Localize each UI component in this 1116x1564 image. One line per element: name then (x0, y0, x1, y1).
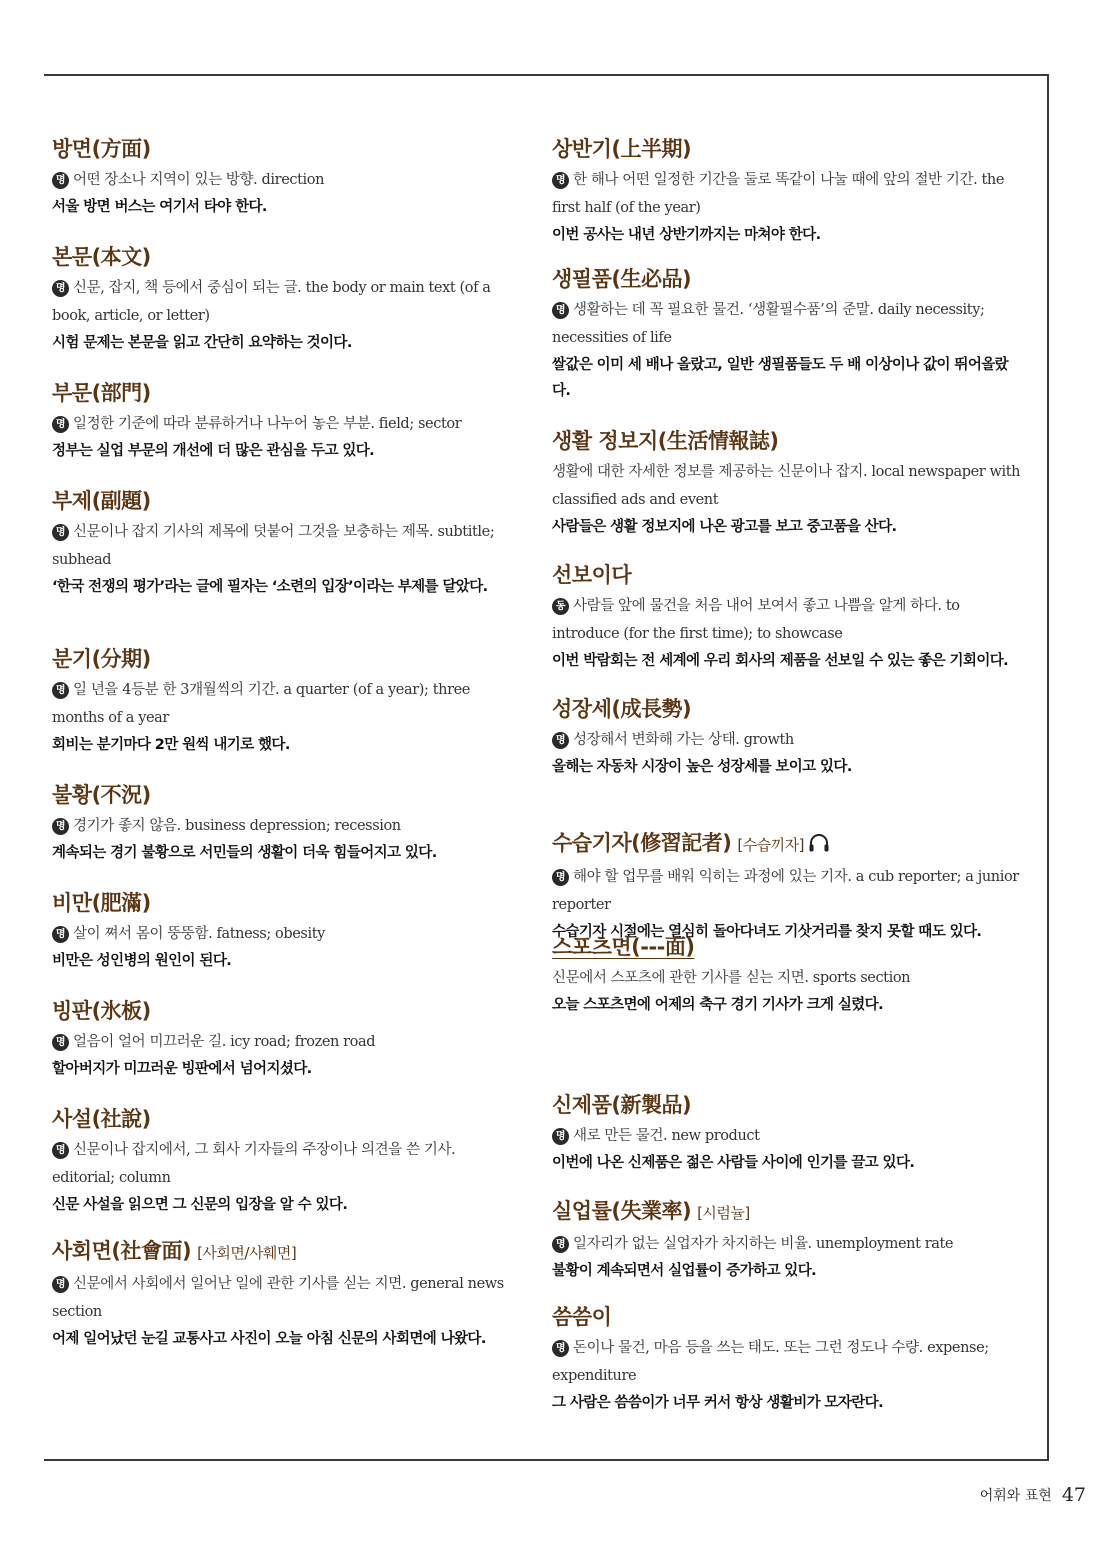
example-sentence: 올해는 자동차 시장이 높은 성장세를 보이고 있다. (552, 759, 852, 775)
part-of-speech-badge: 명 (552, 302, 569, 319)
headword (552, 828, 1022, 861)
example-sentence: 그 사람은 씀씀이가 너무 커서 항상 생활비가 모자란다. (552, 1395, 883, 1411)
definition-text: 얼음이 얼어 미끄러운 길. icy road; frozen road (73, 1034, 376, 1050)
example-sentence: 비만은 성인병의 원인이 된다. (52, 953, 232, 969)
example-sentence: 회비는 분기마다 2만 원씩 내기로 했다. (52, 737, 290, 753)
headword-text: 씀씀이 (552, 1305, 612, 1329)
headword-text: 사회면(社會面) (52, 1239, 192, 1263)
definition (52, 274, 522, 330)
dictionary-entry (52, 888, 522, 974)
dictionary-entry (52, 242, 522, 356)
dictionary-entry (52, 378, 522, 464)
definition-text: 생활하는 데 꼭 필요한 물건. ‘생활필수품’의 준말. daily necessity; necessities of life (552, 302, 985, 346)
footer-section: 어휘와 표현 (979, 1488, 1052, 1504)
definition-text: 어떤 장소나 지역이 있는 방향. direction (73, 172, 325, 188)
dictionary-entry (52, 1236, 522, 1352)
headword-text: 비만(肥滿) (52, 891, 151, 915)
headword-text: 본문(本文) (52, 245, 151, 269)
example-sentence: 어제 일어났던 눈길 교통사고 사진이 오늘 아침 신문의 사회면에 나왔다. (52, 1331, 486, 1347)
part-of-speech-badge: 명 (552, 172, 569, 189)
headword-text: 빙판(氷板) (52, 999, 151, 1023)
dictionary-entry (52, 1104, 522, 1218)
example-sentence: 수습기자 시절에는 열심히 돌아다녀도 기삿거리를 찾지 못할 때도 있다. (552, 924, 982, 940)
part-of-speech-badge: 동 (552, 598, 569, 615)
headword (552, 426, 1022, 456)
dictionary-entry (52, 644, 522, 758)
definition-text: 살이 쪄서 몸이 뚱뚱함. fatness; obesity (73, 926, 325, 942)
definition (552, 166, 1022, 222)
headword (52, 1236, 522, 1268)
headword (52, 134, 522, 164)
definition-text: 경기가 좋지 않음. business depression; recession (73, 818, 401, 834)
dictionary-entry (52, 486, 522, 600)
definition-text: 생활에 대한 자세한 정보를 제공하는 신문이나 잡지. local newspaper with classified ads and event (552, 464, 1021, 508)
headword-text: 생필품(生必品) (552, 267, 692, 291)
headword-text: 스포츠면(---面) (552, 935, 695, 959)
definition-text: 사람들 앞에 물건을 처음 내어 보여서 좋고 나쁨을 알게 하다. to introduce (for the first time); to showcase (552, 598, 960, 642)
definition-text: 신문이나 잡지에서, 그 회사 기자들의 주장이나 의견을 쓴 기사. editorial; column (52, 1142, 456, 1186)
headword (552, 134, 1022, 164)
definition (552, 1334, 1022, 1390)
definition (552, 458, 1022, 514)
example-sentence: 서울 방면 버스는 여기서 타야 한다. (52, 199, 267, 215)
example-sentence: 불황이 계속되면서 실업률이 증가하고 있다. (552, 1263, 817, 1279)
page-number: 47 (1061, 1484, 1086, 1506)
example-sentence: 할아버지가 미끄러운 빙판에서 넘어지셨다. (52, 1061, 312, 1077)
dictionary-entry (552, 932, 1022, 1018)
part-of-speech-badge: 명 (552, 1340, 569, 1357)
headword (52, 888, 522, 918)
definition (52, 1136, 522, 1192)
dictionary-entry (552, 1302, 1022, 1416)
headphones-icon[interactable] (808, 831, 830, 861)
headword (552, 1090, 1022, 1120)
part-of-speech-badge: 명 (552, 1128, 569, 1145)
dictionary-entry (52, 780, 522, 866)
example-sentence: 이번에 나온 신제품은 젊은 사람들 사이에 인기를 끌고 있다. (552, 1155, 915, 1171)
definition (52, 1270, 522, 1326)
page-footer (980, 1484, 1086, 1506)
definition-text: 신문이나 잡지 기사의 제목에 덧붙어 그것을 보충하는 제목. subtitle; subhead (52, 524, 495, 568)
part-of-speech-badge: 명 (52, 524, 69, 541)
headword-text: 사설(社說) (52, 1107, 151, 1131)
definition-text: 신문, 잡지, 책 등에서 중심이 되는 글. the body or main text (of a book, article, or letter) (52, 280, 491, 324)
part-of-speech-badge: 명 (52, 1142, 69, 1159)
dictionary-entry (552, 694, 1022, 780)
definition-text: 새로 만든 물건. new product (573, 1128, 760, 1144)
definition-text: 성장해서 변화해 가는 상태. growth (573, 732, 794, 748)
part-of-speech-badge: 명 (52, 1034, 69, 1051)
dictionary-entry (552, 1090, 1022, 1176)
headword (52, 378, 522, 408)
headword-text: 부제(副題) (52, 489, 151, 513)
headword (52, 1104, 522, 1134)
part-of-speech-badge: 명 (52, 280, 69, 297)
part-of-speech-badge: 명 (552, 1236, 569, 1253)
dictionary-entry (552, 264, 1022, 404)
example-sentence: 계속되는 경기 불황으로 서민들의 생활이 더욱 힘들어지고 있다. (52, 845, 437, 861)
example-sentence: 쌀값은 이미 세 배나 올랐고, 일반 생필품들도 두 배 이상이나 값이 뛰어올랐다. (552, 357, 1009, 399)
example-sentence: 이번 박람회는 전 세계에 우리 회사의 제품을 선보일 수 있는 좋은 기회이다. (552, 653, 1009, 669)
definition-text: 신문에서 스포츠에 관한 기사를 싣는 지면. sports section (552, 970, 911, 986)
part-of-speech-badge: 명 (52, 926, 69, 943)
headword-text: 선보이다 (552, 563, 632, 587)
definition (552, 863, 1022, 919)
dictionary-entry (552, 134, 1022, 248)
dictionary-entry (552, 1196, 1022, 1284)
definition-text: 일자리가 없는 실업자가 차지하는 비율. unemployment rate (573, 1236, 954, 1252)
part-of-speech-badge: 명 (552, 732, 569, 749)
part-of-speech-badge: 명 (52, 416, 69, 433)
dictionary-entry (552, 560, 1022, 674)
example-sentence: ‘한국 전쟁의 평가’라는 글에 필자는 ‘소련의 입장’이라는 부제를 달았다. (52, 579, 488, 595)
dictionary-entry (52, 996, 522, 1082)
headword (52, 242, 522, 272)
definition (52, 518, 522, 574)
definition (552, 296, 1022, 352)
headword-text: 방면(方面) (52, 137, 151, 161)
example-sentence: 정부는 실업 부문의 개선에 더 많은 관심을 두고 있다. (52, 443, 375, 459)
pronunciation: [시럼뉼] (697, 1204, 750, 1222)
definition (552, 1230, 1022, 1258)
example-sentence: 오늘 스포츠면에 어제의 축구 경기 기사가 크게 실렸다. (552, 997, 883, 1013)
pronunciation: [사회면/사훼면] (197, 1244, 297, 1262)
headword (52, 780, 522, 810)
definition (52, 410, 522, 438)
definition (52, 1028, 522, 1056)
definition (52, 166, 522, 194)
definition (52, 812, 522, 840)
headword-text: 실업률(失業率) (552, 1199, 692, 1223)
headword-text: 부문(部門) (52, 381, 151, 405)
headword (552, 932, 1022, 962)
example-sentence: 이번 공사는 내년 상반기까지는 마쳐야 한다. (552, 227, 821, 243)
part-of-speech-badge: 명 (52, 172, 69, 189)
definition-text: 한 해나 어떤 일정한 기간을 둘로 똑같이 나눌 때에 앞의 절반 기간. the first half (of the year) (552, 172, 1005, 216)
headword (552, 694, 1022, 724)
dictionary-entry (552, 828, 1022, 945)
definition (52, 920, 522, 948)
example-sentence: 시험 문제는 본문을 읽고 간단히 요약하는 것이다. (52, 335, 352, 351)
headword-text: 분기(分期) (52, 647, 151, 671)
headword (52, 644, 522, 674)
definition-text: 일정한 기준에 따라 분류하거나 나누어 놓은 부분. field; sector (73, 416, 462, 432)
headword-text: 신제품(新製品) (552, 1093, 692, 1117)
headword (552, 1196, 1022, 1228)
definition-text: 돈이나 물건, 마음 등을 쓰는 태도. 또는 그런 정도나 수량. expense; expenditure (552, 1340, 989, 1384)
part-of-speech-badge: 명 (52, 818, 69, 835)
definition (552, 1122, 1022, 1150)
headword (552, 560, 1022, 590)
example-sentence: 사람들은 생활 정보지에 나온 광고를 보고 중고품을 산다. (552, 519, 897, 535)
headword-text: 생활 정보지(生活情報誌) (552, 429, 779, 453)
headword-text: 상반기(上半期) (552, 137, 692, 161)
definition (52, 676, 522, 732)
example-sentence: 신문 사설을 읽으면 그 신문의 입장을 알 수 있다. (52, 1197, 348, 1213)
part-of-speech-badge: 명 (52, 682, 69, 699)
definition-text: 신문에서 사회에서 일어난 일에 관한 기사를 싣는 지면. general news section (52, 1276, 504, 1320)
part-of-speech-badge: 명 (52, 1276, 69, 1293)
headword (552, 264, 1022, 294)
headword-text: 불황(不況) (52, 783, 151, 807)
headword (52, 486, 522, 516)
pronunciation: [수습끼자] (737, 836, 805, 854)
definition-text: 일 년을 4등분 한 3개월씩의 기간. a quarter (of a year); three months of a year (52, 682, 470, 726)
dictionary-entry (552, 426, 1022, 540)
headword (52, 996, 522, 1026)
definition-text: 해야 할 업무를 배워 익히는 과정에 있는 기자. a cub reporter; a junior reporter (552, 869, 1019, 913)
headword (552, 1302, 1022, 1332)
headword-text: 수습기자(修習記者) (552, 831, 732, 855)
headword-text: 성장세(成長勢) (552, 697, 692, 721)
definition (552, 726, 1022, 754)
definition (552, 964, 1022, 992)
definition (552, 592, 1022, 648)
part-of-speech-badge: 명 (552, 869, 569, 886)
dictionary-entry (52, 134, 522, 220)
